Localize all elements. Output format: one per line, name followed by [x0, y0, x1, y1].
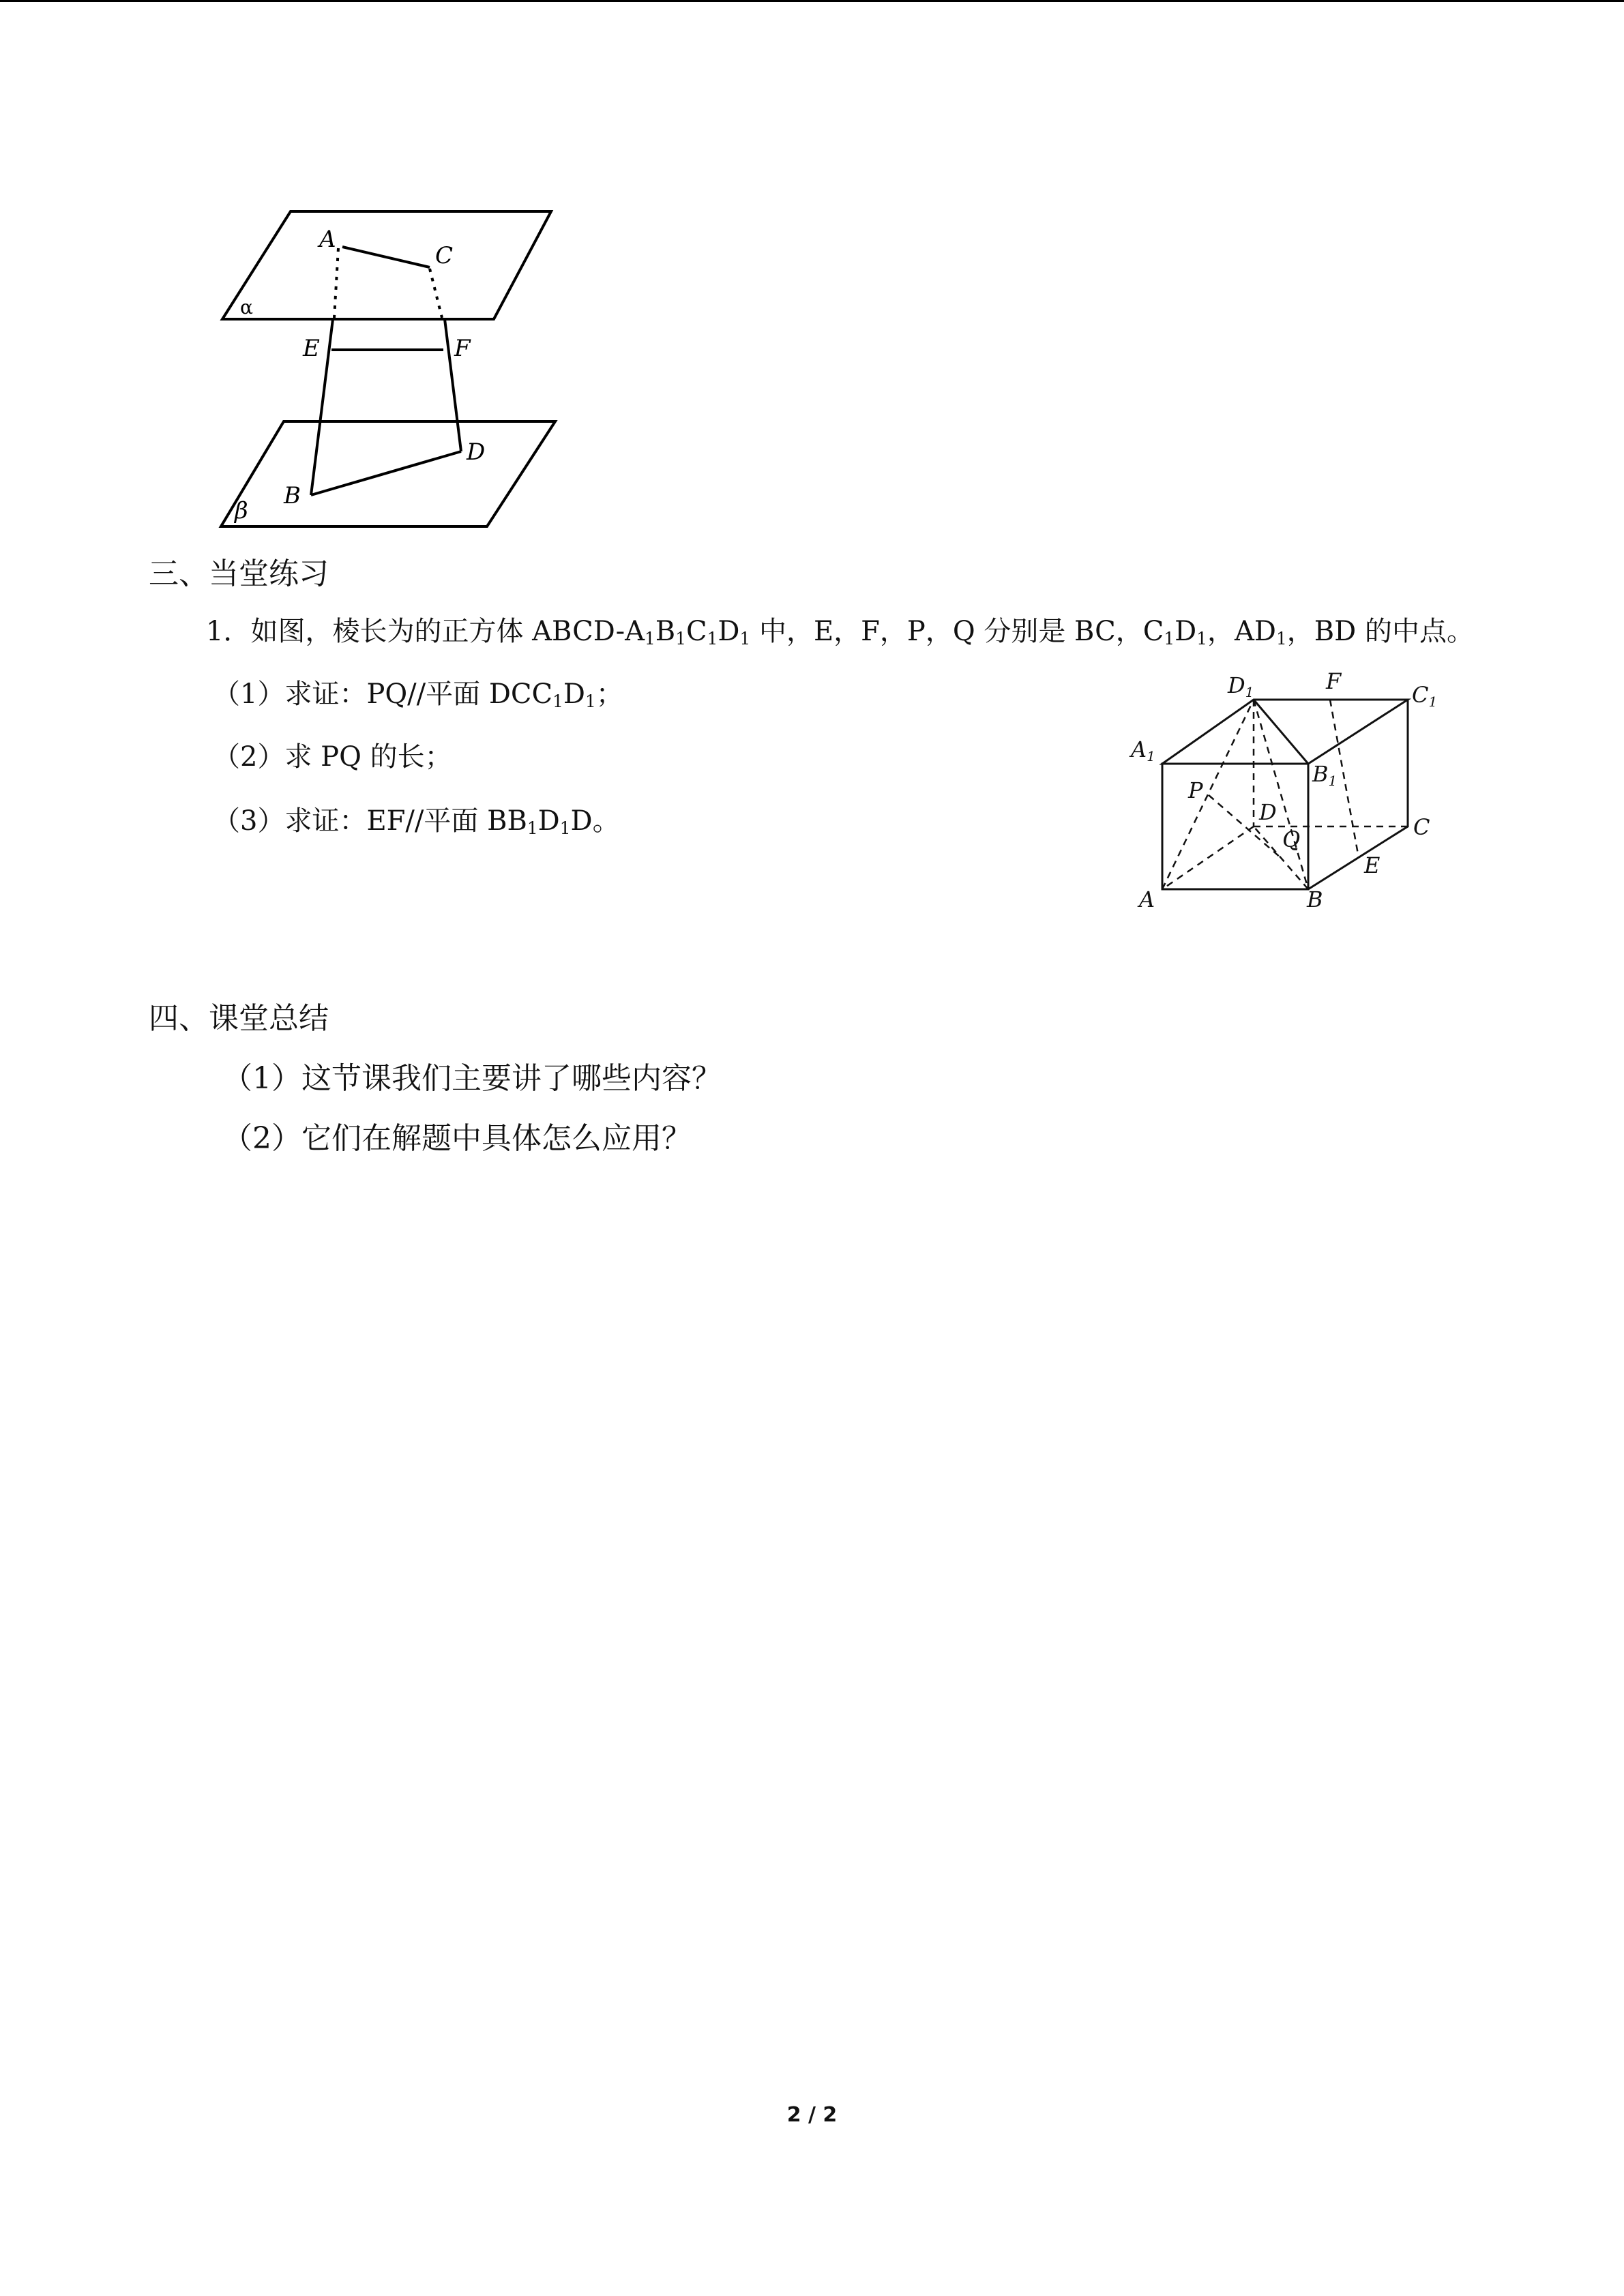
cube-label-B1: B1	[1312, 761, 1338, 789]
cube-label-Q: Q	[1282, 826, 1301, 852]
summary-item-2: （2）它们在解题中具体怎么应用？	[222, 1121, 692, 1156]
parallel-planes-figure	[205, 198, 587, 539]
label-D: D	[467, 438, 486, 466]
label-C: C	[435, 242, 454, 269]
label-A: A	[319, 226, 336, 253]
top-border-line	[0, 0, 1624, 2]
label-F: F	[454, 335, 471, 362]
cube-figure	[1119, 668, 1473, 914]
label-beta: β	[235, 497, 248, 524]
diagonal-A-D1	[1162, 700, 1254, 889]
cube-label-A1: A1	[1131, 736, 1155, 764]
dotted-AE	[334, 248, 338, 318]
label-alpha: α	[240, 296, 253, 318]
cube-right-edges	[1308, 700, 1408, 889]
cube-label-C1: C1	[1412, 682, 1438, 710]
cube-label-D1: D1	[1228, 672, 1254, 700]
cube-label-C: C	[1413, 814, 1430, 840]
label-B: B	[284, 482, 301, 509]
cube-top-face	[1162, 700, 1408, 764]
cube-label-D: D	[1259, 799, 1277, 825]
dotted-CF	[430, 269, 442, 318]
cube-label-E: E	[1364, 852, 1381, 878]
section3-heading: 三、当堂练习	[149, 556, 329, 591]
question3-text: （3）求证：EF//平面 $BB_1D_1D$。	[213, 805, 620, 839]
cube-label-B: B	[1307, 886, 1323, 912]
page-number: 2 / 2	[786, 2103, 838, 2127]
problem1-text: 1．如图，棱长为的正方体 ABCD-$A_1B_1C_1D_1$ 中，E，F，P，Q 分别是 BC，$C_1D_1$，$AD_1$，BD 的中点。	[206, 616, 1474, 649]
segment-BD	[311, 451, 461, 495]
plane-alpha	[222, 211, 551, 319]
cube-label-P: P	[1188, 777, 1203, 803]
segment-AC	[342, 247, 430, 267]
cube-label-A: A	[1139, 886, 1155, 912]
question2-text: （2）求 PQ 的长；	[213, 741, 452, 773]
diagonal-D1-B	[1254, 700, 1308, 889]
cube-label-F: F	[1326, 668, 1342, 694]
label-E: E	[303, 335, 320, 362]
question1-text: （1）求证：PQ//平面 $DCC_1D_1$；	[213, 679, 623, 712]
hidden-edge-D-A	[1162, 826, 1254, 889]
section4-heading: 四、课堂总结	[149, 1001, 329, 1036]
summary-item-1: （1）这节课我们主要讲了哪些内容？	[222, 1061, 722, 1096]
edge-D1-B1	[1254, 700, 1308, 764]
